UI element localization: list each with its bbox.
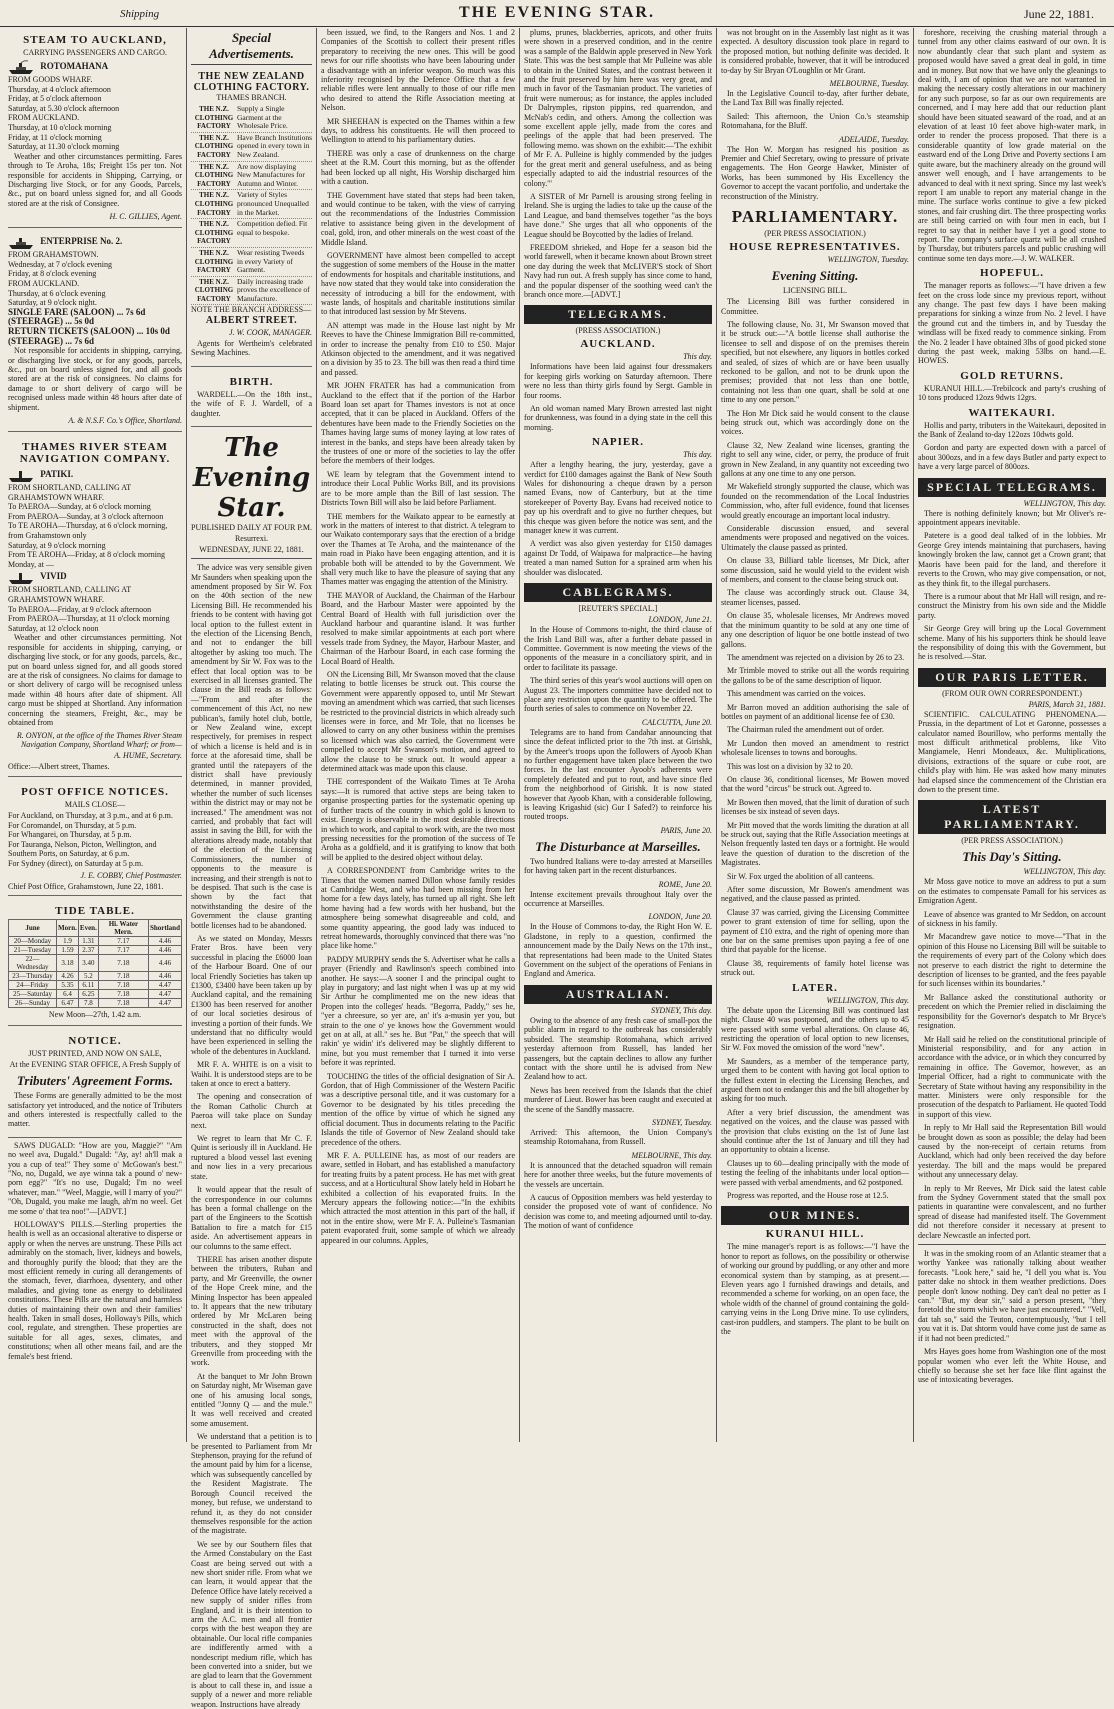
table-cell: 3.18 (57, 955, 79, 972)
editorial-paragraph: The advice was very sensible given Mr Saunders when speaking upon the amendment proposed by Sir W. Fox on the 40th section of the new Licensing Bill. He recommended his friends to be content with having got local option to the fullest extent in the election of the Licensing Bench, and not to endanger the bill altogether by asking too much. The amendment by Sir W. Fox was to the effect that local option was to be exercised in all licenses granted. The clause in the Bill reads as follows:—"From and after the commencement of this Act, no new publican's, family hotel club, bottle, or New Zealand wine, except respectively, for premises in respect of which a license is held and is in force at the aforesaid time, shall be granted until the ratepayers of the district shall have previously determined, in manner provided, whether the number of such licenses within the district may or may not be increased." The amendment was not carried, and probably that fact will assist in saving the Bill, for with the alterations already made, notably that of the election of the Licensing Commissioners, the number of opponents to the measure is increasing, and their strength is not to be despised. That such is the case is shown by the fact that notwithstanding the desire of the Government the clause granting bottle licenses had to be abandoned. (191, 563, 312, 930)
table-row (9, 981, 182, 990)
sailing-line: Friday, at 11 o'clock morning (8, 132, 102, 142)
editorial-masthead: The Evening Star. (192, 433, 311, 524)
column-telegrams (520, 28, 717, 1442)
table-header-row (9, 920, 182, 937)
news-paragraph: There is a rumour about that Mr Hall will resign, and re-construct the Ministry from his own side and the Middle party. (918, 591, 1106, 620)
sitting-heading: Evening Sitting. (771, 268, 859, 284)
news-paragraph: Intense excitement prevails throughout Italy over the occurrence at Marseilles. (524, 889, 712, 909)
divider (191, 558, 312, 559)
column-advertisements (187, 28, 317, 1709)
news-paragraph: Clauses up to 60—dealing principally with the mode of testing the feeling of the inhabitants under local option—were passed with verbal amendments, and 62 postponed. (721, 1158, 909, 1187)
section-heading: NOTICE. (68, 1035, 122, 1048)
news-paragraph: After a lengthy hearing, the jury, yesterday, gave a verdict for £100 damages against the Bank of New South Wales for dishonouring a cheque drawn by a person named Evans, now of Canterbury, but at the time storekeeper of Poverty Bay. Evans had received notice to pay up his overdraft and to give no further cheques, but this cheque was given before the notice was sent, and the manager knew it was current. (524, 460, 712, 536)
issue-date: June 22, 1881. (1024, 7, 1094, 21)
news-paragraph: It is announced that the detached squadron will remain here for another three weeks, but the future movements of the vessels are uncertain. (524, 1160, 712, 1189)
news-paragraph: plums, prunes, blackberries, apricots, and other fruits were shown in a preserved condition, and in the centre was a sample of the Baldwin apple preserved in New York State. This was the best sample that Mr Pulleine was able to obtain in the United States, and the contrast between it and the fruit preserved by him here was very great, and much in favor of the Tasmanian product. The varieties of fruit were numerous; as for instance, the apples included Dr Dalrymples, ripston pippins, red quarrendon, and McNab's cedin, and others. Among the collection was some excellent apple jelly, made from the cores and peelings of the apple that had been preserved. The following memo. was shown on the exhibit:—'The exhibit of Mr F. A. Pulleine is highly commended by the judges for the great merit and general usefulness, and as being especially adapted to aid the industrial resources of the colony.'" (524, 28, 712, 188)
section-heading: TELEGRAMS. (524, 305, 712, 324)
news-paragraph: FREEDOM shrieked, and Hope fer a season bid the world farewell, when it became known about Brown street one day during the week that McLIVER'S stock of Short Navy had run out. A fresh supply has since come to hand, and the popular dispenser of the soothing weed can't the branch once more.—[ADVT.] (524, 242, 712, 299)
table-cell: 7.18 (98, 955, 148, 972)
agent-signature: A. & N.S.F. Co.'s Office, Shortland. (68, 415, 182, 425)
table-cell: 3.40 (78, 955, 98, 972)
news-paragraph: A caucus of Opposition members was held yesterday to consider the proposed vote of want of confidence. No decision was come to, and meeting adjourned until to-day. The motion of want of confidence (524, 1192, 712, 1231)
sailing-line: Wednesday, at 7 o'clock evening (8, 259, 113, 269)
column-local-news (317, 28, 520, 1442)
news-paragraph: A SISTER of Mr Parnell is arousing strong feeling in Ireland. She is urging the ladies to take up the cause of the Land League, and band themselves together "as the boys have done." She urges that all who opponents of the League should be Boycotted by the ladies of Ireland. (524, 191, 712, 239)
editorial-paragraph: At the banquet to Mr John Brown on Saturday night, Mr Wiseman gave one of his amusing local songs, entitled "Jonny Q — and the mule." It was well received and created some amusement. (191, 1371, 312, 1428)
sailing-line: To PAEROA—Friday, at 9 o'clock afternoon (8, 604, 152, 614)
news-paragraph: KURANUI HILL.—Trebilcock and party's crushing of 10 tons produced 12ozs 9dwts 12grs. (918, 383, 1106, 403)
news-paragraph: In reply to Mr Reeves, Mr Dick said the latest cable from the Sydney Government stated that the small pox patients in quarantine were convalescent, and no further spread of disease had manifested itself. The Government did not therefore consider it necessary at present to declare Newcastle an infected port. (918, 1183, 1106, 1240)
dateline: ROME, June 20. (658, 879, 712, 889)
table-cell: 6.25 (78, 990, 98, 999)
factory-row: THE N.Z. CLOTHING FACTORY Are now displaying New Manufactures for Autumn and Winter. (191, 162, 312, 191)
moon-phase: New Moon—27th, 1.42 a.m. (48, 1010, 142, 1020)
news-paragraph: Mr Trimble moved to strike out all the words requiring the gallons to be of the same description of liquor. (721, 666, 909, 685)
table-cell: 4.47 (149, 999, 182, 1008)
page-masthead (0, 0, 1114, 27)
birth-text: WARDELL.—On the 18th inst., the wife of F. J. Wardell, of a daughter. (191, 389, 312, 418)
news-paragraph: MR JOHN FRATER has had a communication from Auckland to the effect that if the portion of the Harbor Board loan set apart for Thames investors is not at once accepted, that it can be placed in Auckland. Offers of the debentures have been made to the Friendly Societies on the Thames having large sums of money laying at low rates of interest in the banks, and steps have been already taken by the trustees of one or more of the societies to lay the offer before the members of their lodges. (321, 381, 515, 466)
section-heading: OUR PARIS LETTER. (918, 668, 1106, 687)
news-paragraph: A CORRESPONDENT from Cambridge writes to the Times that the women named Dillon whose family resides at Cambridge West, and who had been missing from her home for a few days lately, has turned up all right. She left home having had a few words with her husband, but the atmosphere being somewhat disagreeable and cold, and some quantity appearing, the good lady was induced to retreat homewards, thoroughly convinced that there was "no place like home." (321, 866, 515, 951)
dateline: LONDON, June 20. (648, 912, 712, 922)
factory-row: THE N.Z. CLOTHING FACTORY Daily increasing trade proves the excellence of Manufacture. (191, 277, 312, 306)
notice-body: These Forms are generally admitted to be the most satisfactory yet introduced, and the notice of Tributers and others interested is respectfully called to the matter. (8, 1091, 182, 1129)
manager-signature: J. W. COOK, MANAGER. (228, 328, 312, 338)
news-paragraph: Informations have been laid against four dressmakers for keeping girls working on Saturday afternoon. There were no less than thirty girls found by Sergt. Gamble in four rooms. (524, 362, 712, 400)
table-cell: 7.18 (98, 972, 148, 981)
news-paragraph: Progress was reported, and the House rose at 12.5. (727, 1191, 889, 1200)
news-paragraph: Owing to the absence of any fresh case of small-pox the public alarm in regard to the outbreak has considerably subsided. The steamship Rotomahana, which arrived yesterday afternoon from Russell, has landed her passengers, but the captain declines to allow any further contact with the shore until he is advised from New Zealand how to act. (524, 1015, 712, 1082)
agent-signature: H. C. GILLIES, Agent. (109, 212, 182, 222)
dateline: WELLINGTON, This day. (1023, 867, 1106, 877)
sailing-line: Thursday, at 4 o'clock afternoon (8, 84, 111, 94)
table-row (9, 937, 182, 946)
news-paragraph: Clause 37 was carried, giving the Licensing Committee power to grant extension of time for selling, upon the payment of £10 extra, and the right of opening more than one bar on the same premises upon paying a fee of one third that payable for the license. (721, 907, 909, 955)
news-paragraph: The debate upon the Licensing Bill was continued last night. Clause 40 was postponed, and the others up to 45 were passed with some verbal alterations. On clause 46, restricting the operation of local option to new licenses, Sir W. Fox moved the omission of the word "new". (721, 1005, 909, 1053)
news-paragraph: A verdict was also given yesterday for £150 damages against Dr Todd, of Waipawa for malpractice—he having treated a man named Sutton for a sprained arm when his shoulder was dislocated. (524, 539, 712, 577)
section-heading: SPECIAL TELEGRAMS. (918, 478, 1106, 497)
news-paragraph: Patetere is a good deal talked of in the lobbies. Mr George Grey intends maintaining that purchasers, having knowingly broken the law, cannot get a Crown grant; that Maoris have been paid for the land, and therefore it reverts to the Crown, who may give compensation, or not, as they think fit, to the illegal purchasers. (918, 531, 1106, 588)
news-paragraph: Leave of absence was granted to Mr Seddon, on account of sickness in his family. (918, 909, 1106, 929)
dateline: WELLINGTON, This day. (1023, 498, 1106, 508)
sailing-line: From PAEROA—Sunday, at 3 o'clock afternoon (8, 511, 164, 521)
sailing-line: FROM SHORTLAND, CALLING AT GRAHAMSTOWN WHARF. (8, 585, 131, 604)
news-paragraph: The following clause, No. 31, Mr Swanson moved that it be struck out:—"A bottle license shall authorise the licensee to sell and dispose of on the premises therein specified, but not elsewhere, any liquors in bottles corked and sealed, of sizes of which are or have been usually reckoned to be gallon, and not to be drunk upon the premises; provided that not less than one bottle, containing not less than one quart, shall be sold at one time to any one person." (721, 319, 909, 405)
factory-row: THE N.Z. CLOTHING FACTORY Competition defied. Fit equal to bespoke. (191, 219, 312, 248)
editorial-paragraph: MR F. A. WHITE is on a visit to Waihi. It is understood steps are to be taken at once to erect a battery. (191, 1060, 312, 1089)
news-paragraph: Mr Saunders, as a member of the temperance party, urged them to be content with having got local option to the fullest extent in electing the Licensing Benches, and argued them not to endanger this and the bill altogether by asking for too much. (721, 1056, 909, 1104)
sailing-line: FROM AUCKLAND. (8, 278, 80, 288)
news-paragraph: The mine manager's report is as follows:—"I have the honor to report as follows, on the possibility or otherwise of working our ground by puddling, or any other and more economical system than by stamping, as at present.—Eleven years ago I furnished drawings and details, and recommended a scheme for working, on an open face, the whole width of the channel of ground containing the gold-carrying veins in the Long Drive mine. To use cylinders, cast-iron puddlers, and stampers. The plant to be built on the (721, 1242, 909, 1337)
ad-title: THE NEW ZEALAND CLOTHING FACTORY. (193, 71, 310, 93)
news-paragraph: The Licensing Bill was further considered in Committee. (721, 297, 909, 316)
table-header: June (9, 920, 57, 937)
news-paragraph: TOUCHING the titles of the official designation of Sir A. Gordon, that of High Commissioner of the Western Pacific was a descriptive personal title, and it was customary for a Governor to be designated by his titles preceding the mention of the office by virtue of which he signed any official document. Thus in documents relating to the Pacific Islands the title of Governor of New Zealand should take precedence of the others. (321, 1071, 515, 1147)
table-cell: 21—Tuesday (9, 946, 57, 955)
sailing-line: FROM AUCKLAND. (8, 113, 80, 123)
news-paragraph: Clause 32, New Zealand wine licenses, granting the right to sell any wine, cider, or perry, the produce of fruit grown in New Zealand, in any quantity not exceeding two gallons at any one time to any one person. (721, 440, 909, 478)
sailing-line: Monday, at — (8, 559, 54, 569)
sailing-line: Saturday, at 9 o'clock night. (8, 298, 97, 308)
news-paragraph: Mr Bowen then moved, that the limit of duration of such licenses be six instead of seven days. (721, 797, 909, 817)
ad-clothing-factory (191, 68, 312, 367)
editorial-paragraph: As we stated on Monday, Messrs Frater Bros. have been very successful in placing the £6000 loan of the Harbour Board. One of our local Friendly Societies has taken up £1300, £3400 have been taken up by Auckland capital, and the remaining £1300 has been reserved for another of our local societies desirous of investing a portion of their funds. We understand that no difficulty would have been experienced in selling the whole of the debentures in Auckland. (191, 933, 312, 1056)
dateline: PARIS, June 20. (660, 825, 712, 835)
advertisement-paragraph: HOLLOWAY'S PILLS.—Sterling properties the health is well as an occasional alterative to disperse or apply or when the nerves are unstrung. These Pills act admirably on the stomach, liver, kidneys and bowels, and thoroughly purify the blood; that they are the most efficient remedy in curing all derangements of the stomach, fever, diarrhoea, dysentery, and other maladies, and giving tone as energy to debilitated constitutions. These Pills are the natural and harmless duties of maintaining their own and their families' health. Taken in small doses, Holloway's Pills, which cool, regulate, and strengthen. These properties are suitable for all ages, sexes, climates, and constitutions; when all other means fail, and are the female's best friend. (8, 1219, 182, 1361)
dateline: MELBOURNE, Tuesday. (829, 79, 909, 89)
post-office-date: Chief Post Office, Grahamstown, June 22, 1881. (8, 881, 164, 891)
news-paragraph: Clause 38, requirements of family hotel license was struck out. (721, 958, 909, 978)
section-heading: OUR MINES. (721, 1206, 909, 1225)
ad-thames-river (8, 435, 182, 777)
section-heading: LATEST PARLIAMENTARY. (918, 800, 1106, 834)
news-paragraph: In reply to Mr Hall said the Representation Bill would be brought down as soon as possible; the delay had been caused by the non-receipt of certain returns from Auckland, which had only been received the day before yesterday. The bill and the maps would be prepared without any unnecessary delay. (918, 1123, 1106, 1180)
ad-rotomahana (8, 28, 182, 228)
news-paragraph: been issued, we find, to the Rangers and Nos. 1 and 2 Companies of the Scottish to collect their present rifles preparatory to receiving the new ones. This will be good news for our rifle shootists who have been labouring under a disadvantage with an inferior weapon. So much was this inferiority recognised by the Defence Office that a few reliable rifles were lent annually to those of our rifle men who desired to attend the Rifle Association meeting at Nelson. (321, 28, 515, 113)
factory-row: THE N.Z. CLOTHING FACTORY Variety of Styles pronounced Unequalled in the Market. (191, 190, 312, 219)
place-heading: AUCKLAND. (580, 338, 656, 351)
section-label: Shipping (120, 8, 160, 20)
mine-heading: KURANUI HILL. (765, 1228, 865, 1241)
news-paragraph: THE Government have stated that steps had been taken, and would continue to be taken, with the view of carrying out the recommendations of the Industries Commission relative to assistance being given in the development of coal, gold, iron, and other minerals on the west coast of the Middle Island. (321, 190, 515, 247)
table-cell: 4.46 (149, 972, 182, 981)
table-row (9, 999, 182, 1008)
section-subheading: (PER PRESS ASSOCIATION.) (764, 229, 866, 239)
birth-notice (191, 370, 312, 427)
table-cell: 4.46 (149, 937, 182, 946)
news-paragraph: The amendment was rejected on a division by 26 to 23. (727, 652, 905, 662)
table-cell: 7.17 (98, 937, 148, 946)
table-cell: 1.59 (57, 946, 79, 955)
news-paragraph: foreshore, receiving the crushing material through a tunnel from any other claims eastward of our own. It is now abundantly clear that such plant and system as proposed would have saved a great deal in gold, in time and in money. But now that we have only the gleanings to deal with, I am of opinion that we are not warranted in making the necessary costly alterations in our machinery for any such purpose, so far as our own requirements are concerned, and I may here add that our reduction plant should have been situated seaward of the road, and at an elevation of at least 10 feet above high-water mark, in order to render the process proposed. That there is a considerable quantity of low grade material on the eastward end of the Long Drive and Poverty sections I am quite aware, but the machinery already on the ground will answer well enough, and I have arrangements to be advanced to deal with it next spring. Since my last week's report I am unable to report any material change in the mine. The surface works continue to give a few picked stones, and fair crushing dirt. The three prospecting works are still being carried on with four men in each, but I regret to say that in neither have I yet a good stone to report. The company's surface quartz will be all crushed by Thursday, but tributers parcels and public crushing will continue some ten days more.—J. W. WALKER. (918, 28, 1106, 263)
news-paragraph: Mr Moss gave notice to move an address to put a sum on the estimates to compensate Pamall for his services as Emigration Agent. (918, 877, 1106, 906)
dateline: This day. (683, 352, 712, 362)
editorial-paragraph: We see by our Southern files that the Armed Constabulary on the East Coast are being served out with a new short snider rifle. From what we can learn, it would appear that the Defence Office have lately received a new supply of snider rifles from England, and it is their intention to arm the A.C. men and all frontier corps with the best weapon they are obtainable. Our local rifle companies are indifferently armed with a nondescript medium rifle, which has been converted into a snider, but we are glad to learn that the Government is about to call these in, and issue a supply of a newer and more reliable weapon. Instructions have already (191, 1539, 312, 1709)
dateline: WELLINGTON, Tuesday. (827, 255, 909, 265)
news-paragraph: Mr Lundon then moved an amendment to restrict wholesale licenses to towns and boroughs. (721, 738, 909, 758)
table-cell: 6.11 (78, 981, 98, 990)
news-paragraph: THERE was only a case of drunkenness on the charge sheet at the R.M. Court this morning, but as the offender had been locked up all night, His Worship discharged him with a caution. (321, 148, 515, 187)
news-paragraph: THE members for the Waikato appear to be earnestly at work in the matters of interest to that district. A telegram to our Waikato contemporary says that the erection of a bridge over the Thames at Te Aroha, and the maintenance of the main road in Piako have been engaging attention, and it is probable both will be attended to by the Government. We shall very much like to have the pleasure of saying that any Thames matter was engaging the attention of the Ministry. (321, 511, 515, 587)
section-heading: TIDE TABLE. (55, 905, 135, 918)
divider (918, 1244, 1106, 1245)
table-cell: 4.47 (149, 990, 182, 999)
table-cell: 5.2 (78, 972, 98, 981)
table-header: Shortland (149, 920, 182, 937)
news-paragraph: On clause 35, wholesale licenses, Mr Andrews moved that the minimum quantity to be sold at any one time of any one description of liquor be one bottle instead of two gallons. (721, 611, 909, 649)
ad-subheading: CARRYING PASSENGERS AND CARGO. (23, 48, 167, 57)
ad-notice: Weather and other circumstances permitting. Fares through to Te Aroha, 18s; Freight 15s per ton. Not responsible for accidents in Shipping, Carrying, or Discharging live Stock, or for any Goods, Parcels, &c., put on board unless signed for, and all Goods stored are at the risk of Consignee. (8, 151, 182, 208)
news-paragraph: SCIENTIFIC. CALCULATING PHENOMENA.—Prussia, in the department of Lot et Garonne, possesses a calculator named Bourillow, who performs mentally the most difficult arithmetical problems, like Vito Mangiamele, Henri Mondeaux, &c. Multiplications, divisions, extractions of the square or cube root, are child's play with him. He was asked how many minutes had elapsed since the commencement of the Christian era down to the present time. (918, 709, 1106, 794)
table-cell: 1.9 (57, 937, 79, 946)
mine-heading: HOPEFUL. (980, 267, 1044, 280)
news-paragraph: Mr Ballance asked the constitutional authority or precedent on which the Premier relied in disclaiming the responsibility for the Governor's despatch to Mr Bryce's resignation. (918, 992, 1106, 1031)
news-paragraph: Mr Macandrew gave notice to move—"That in the opinion of this House no Licensing Bill will be suitable to the requirements of every part of the Colony which does not preserve to each district the right to determine the description of licenses to be granted, and the fees payable for such licenses within its boundaries." (918, 932, 1106, 989)
editorial-paragraph: We regret to learn that Mr C. F. Quint is seriously ill in Auckland. He ruptured a blood vessel last evening and now lies in a very precarious state. (191, 1134, 312, 1181)
section-heading: POST OFFICE NOTICES. (21, 785, 169, 798)
table-cell: 4.47 (149, 981, 182, 990)
news-paragraph: Gordon and party are expected down with a parcel of about 300ozs, and in a few days Butler and party expect to have a very large parcel of 800ozs. (918, 443, 1106, 472)
news-paragraph: Mrs Hayes goes home from Washington one of the most popular women who ever left the White House, and chiefly so because she set her face like flint against the use of intoxicating beverages. (918, 1347, 1106, 1385)
news-paragraph: The manager reports as follows:—"I have driven a few feet on the cross lode since my previous report, without any change. The past few days I have been making preparations for sinking a winze from No. 2 level. I have the ground cut and the timbers in, and by Tuesday the windlass will be fixed ready to commence sinking. From the No. 2 leader I have obtained 3lbs of good picked stone during the past week, making 53lbs on hand.—E. HOWES. (918, 281, 1106, 366)
ship-name: ROTOMAHANA (8, 59, 182, 75)
ad-notice: Weather and other circumstances permitting. Not responsible for accidents in shipping, carrying, or discharging live stock, or for any goods, parcels, &c., put on board unless signed for, and all goods stored are at the risk of consignees. No claims for damage to or short delivery of cargo will be recognised unless made within 48 hours after date of shipment. All cargo must be shipped at Shortland. Any information concerning the steamers, Freight, &c., may be obtained from (8, 633, 182, 727)
sailing-line: Saturday, at 12 o'clock noon (8, 623, 99, 633)
table-cell: 22—Wednesday (9, 955, 57, 972)
news-paragraph: MR SHEEHAN is expected on the Thames within a few days, to address his constituents. He will then proceed to Wellington to attend to his parliamentary duties. (321, 116, 515, 145)
editorial-paragraph: It would appear that the result of the correspondence in our columns has been a formal challenge on the part of the Engineers to the Scottish Battalion to fire a match for £15 aside. An advertisement appears in our columns to the same effect. (191, 1185, 312, 1251)
steamship-icon (8, 569, 34, 585)
news-paragraph: Hollis and party, tributers in the Waitekauri, deposited in the Bank of Zealand to-day 122ozs 10dwts gold. (918, 420, 1106, 440)
place-heading: NAPIER. (592, 436, 644, 449)
dateline: ADELAIDE, Tuesday. (839, 134, 909, 144)
tide-table-section (8, 899, 182, 1026)
story-heading: The Disturbance at Marseilles. (535, 838, 701, 854)
bill-heading: LICENSING BILL. (783, 286, 847, 296)
mail-line: For Sydney (direct), on Saturday at 5 p.m. (8, 858, 144, 868)
sailing-line: Thursday, at 10 o'clock morning (8, 122, 112, 132)
news-paragraph: Mr Barron moved an addition authorising the sale of bottles on payment of an additional license fee of £30. (721, 702, 909, 721)
column-mines-special (914, 28, 1110, 1442)
publication-note: PUBLISHED DAILY AT FOUR P.M. (191, 523, 312, 533)
table-row (9, 990, 182, 999)
news-paragraph: The Chairman ruled the amendment out of order. (727, 725, 884, 735)
dateline: PARIS, March 31, 1881. (1028, 699, 1106, 709)
section-heading: Special Advertisements. (191, 30, 312, 65)
news-paragraph: Arrived: This afternoon, the Union Company's steamship Rotomahana, from Russell. (524, 1127, 712, 1147)
sailing-line: To PAEROA—Sunday, at 6 o'clock morning (8, 502, 151, 512)
fare-line: (STEERAGE) ... 7s 6d (8, 335, 95, 346)
news-paragraph: On clause 36, conditional licenses, Mr Bowen moved that the word "circus" be struck out. Agreed to. (721, 774, 909, 794)
table-cell: 25—Saturday (9, 990, 57, 999)
news-paragraph: Sir W. Fox urged the abolition of all canteens. (727, 871, 874, 881)
news-paragraph: Mr Hall said he relied on the constitutional principle of Ministerial responsibility, and for any action in accordance with the advice, or in which they concurred by remaining in office. The Governor, however, as an Imperial Officer, had a right to communicate with the Secretary of State without having any responsibility in the matter. Ministers were only responsible for the prosecution of the despatch to Parliament. He quoted Todd in support of this view. (918, 1034, 1106, 1119)
mail-line: For Tauranga, Nelson, Picton, Wellington, and Southern Ports, on Saturday, at 6 p.m. (8, 839, 157, 859)
sailing-line: Friday, at 5 o'clock afternoon (8, 94, 102, 104)
news-paragraph: News has been received from the Islands that the chief murderer of Lieut. Bower has been caught and executed at the scene of the Sandfly massacre. (524, 1085, 712, 1114)
office-address: Office:—Albert street, Thames. (8, 762, 110, 772)
editorial-paragraph: THERE has arisen another dispute between the tributers, Ruhan and party, and Mr Greenville, the owner of the Hope Creek mine, and the Mining Inspector has been appealed to. It appears that the new tributary ordered by Mr McLaren being constructed in the shaft, does not meet with the approval of the tributers, and they stopped Mr Greenville from proceeding with the work. (191, 1254, 312, 1368)
news-paragraph: In the Legislative Council to-day, after further debate, the Land Tax Bill was finally rejected. (721, 89, 909, 108)
news-paragraph: An old woman named Mary Brown arrested last night for drunkenness, was found in a dying state in the cell this morning. (524, 404, 712, 432)
steamship-icon (8, 234, 34, 250)
news-paragraph: On clause 33, Billiard table licenses, Mr Dick, after some discussion, said he would yield to the evident wish of members, and consent to the clause being struck out. (721, 556, 909, 585)
section-subheading: [REUTER'S SPECIAL.] (578, 604, 658, 614)
table-cell: 4.46 (149, 946, 182, 955)
news-paragraph: Sir George Grey will bring up the Local Government scheme. Many of his his supporters think he should leave the responsibility of doing this with the Government, but he is resolved.—Star. (918, 624, 1106, 662)
dateline: SYDNEY, Tuesday. (652, 1117, 712, 1127)
news-paragraph: Two hundred Italians were to-day arrested at Marseilles for having taken part in the recent disturbances. (524, 856, 712, 876)
dateline: MELBOURNE, This day. (631, 1150, 712, 1160)
section-subheading: (PRESS ASSOCIATION.) (575, 326, 661, 336)
news-paragraph: This was lost on a division by 32 to 20. (727, 761, 853, 771)
news-paragraph: THE correspondent of the Waikato Times at Te Aroha says:—It is rumored that active steps are being taken to organise prospecting parties for the systematic opening up of further tracts of the country in which gold is known to exist. Energy is observable in the most desirable directions in which to work, and capital to work with, are the two most pressing necessities for the promotion of the success of Te Aroha as a goldfield, and it is gratifying to know that both will be applied to the desired object without delay. (321, 777, 515, 862)
sailing-line: Saturday, at 9 o'clock morning (8, 540, 106, 550)
tide-table (8, 919, 182, 1008)
sitting-heading: This Day's Sitting. (962, 849, 1062, 865)
table-cell: 5.35 (57, 981, 79, 990)
news-paragraph: The Hon W. Morgan has resigned his position as Premier and Chief Secretary, owing to pressure of private engagements. The Hon George Hawker, Minister of Works, has been summoned by His Excellency the Governor to accept the vacant portfolio, and undertake the reconstruction of the Ministry. (721, 144, 909, 201)
ship-name: ENTERPRISE No. 2. (8, 234, 182, 250)
post-office-notices (8, 780, 182, 896)
table-row (9, 946, 182, 955)
news-paragraph: Mr Wakefield strongly supported the clause, which was founded on the recommendation of the Local Industries Commission, who, after full evidence, found that licenses would greatly encourage an important local industry. (721, 482, 909, 520)
section-heading: GOLD RETURNS. (960, 369, 1064, 382)
dateline: CALCUTTA, June 20. (641, 717, 712, 727)
news-paragraph: MR F. A. PULLEINE has, as most of our readers are aware, settled in Hobart, and has established a manufactory for treating fruits by a patent process. He has met with great success, and at a Horticultural Show lately held in Hobart he exhibited a collection of his evaporated fruits. In the Mercury appears the following notice:—"In the exhibits which attracted the most attention in this part of the hall, if not in the entire show, were Mr F. A. Pulleine's Tasmanian patent evaporated fruit, some sample of which we already appeared in our columns. Apples, (321, 1150, 515, 1245)
editorial-paragraph: We understand that a petition is to be presented to Parliament from Mr Stephenson, praying for the refund of the amount paid by him for a license, which was subsequently cancelled by the Resident Magistrate. The Borough Council received the money, but refuse, we understand to refund it, as they do not consider themselves responsible for the action of the magistrate. (191, 1432, 312, 1536)
news-paragraph: This amendment was carried on the voices. (727, 689, 866, 699)
ad-notice: Not responsible for accidents in shipping, carrying, or discharging live stock, or for any goods, parcels, &c., put on board unless signed for, and all goods stored are at the risk of consignees. No claims for damage to or short delivery of cargo will be recognised unless made within 48 hours after date of shipment. (8, 346, 182, 412)
fare-line: (STEERAGE) ... 5s 0d (8, 316, 95, 327)
fare-line: SINGLE FARE (SALOON) ... 7s 6d (8, 306, 146, 317)
table-cell: 6.4 (57, 990, 79, 999)
sailing-line: From PAEROA—Thursday, at 11 o'clock morning (8, 614, 170, 624)
mine-heading: WAITEKAURI. (968, 406, 1056, 419)
news-paragraph: Mr Pitt moved that the words limiting the duration at all be struck out, saying that the Rifle Association meetings at Nelson frequently lasted ten days or a fortnight. He would leave the question of duration to the discretion of the Magistrates. (721, 820, 909, 868)
notice-tributers (8, 1029, 182, 1138)
table-cell: 7.8 (78, 999, 98, 1008)
sailing-line: From TE AROHA—Friday, at 8 o'clock morning (8, 550, 165, 560)
sailing-line: FROM SHORTLAND, CALLING AT GRAHAMSTOWN WHARF. (8, 482, 131, 502)
factory-row: THE N.Z. CLOTHING FACTORY Supply a Single Garment at the Wholesale Price. (191, 104, 312, 133)
table-header: Hi. Water Mern. (98, 920, 148, 937)
mail-line: For Whangarei, on Thursday, at 5 p.m. (8, 830, 132, 840)
table-cell: 7.18 (98, 981, 148, 990)
news-paragraph: PADDY MURPHY sends the S. Advertiser what he calls a prayer (Friendly and Rawlinson's speech combined into another. He says:—A sooner I and the principal ought to play in purgatory; and last night when I was up at my wid Sir Arthur he complimented me on the new ideas that Propen into the colleges' heads. "Begorra, Paddy," ses he, "yer a chreesure, so yer are, an' it's a-musin yer you, but strain to the one o' ye knows how the Government would get on at all, at all." ses he. But "Pat," the speech that will rakin' ye widin' it's delivered may be slightly different to mine, but you must remember that I turned it into verse before it was reprinted. (321, 954, 515, 1068)
news-paragraph: The clause was accordingly struck out. Clause 34, steamer licenses, passed. (721, 588, 909, 607)
sailing-line: Saturday, at 11.30 o'clock morning (8, 142, 120, 152)
steamship-icon (8, 59, 34, 75)
news-paragraph: Considerable discussion ensued, and several amendments were proposed and negatived on the voices. Ultimately the clause passed as printed. (721, 524, 909, 552)
house-heading: HOUSE REPRESENTATIVES. (729, 241, 901, 254)
branch-note: NOTE THE BRANCH ADDRESS— (191, 305, 312, 315)
section-heading: PARLIAMENTARY. (731, 207, 899, 227)
editorial-date: WEDNESDAY, JUNE 22, 1881. (199, 545, 304, 555)
mail-line: For Auckland, on Thursday, at 3 p.m., and at 6 p.m. (8, 810, 173, 820)
sailing-line: Friday, at 8 o'clock evening (8, 269, 97, 279)
section-subheading: (PER PRESS ASSOCIATION.) (961, 836, 1063, 846)
news-paragraph: After a very brief discussion, the amendment was negatived on the voices, and the clause was passed with the provision that clubs existing on the 1st of June last should continue after the 1st of January and till they had an opportunity to obtain a license. (721, 1107, 909, 1155)
ship-name: VIVID (8, 569, 182, 585)
table-cell: 20—Monday (9, 937, 57, 946)
news-paragraph: GOVERNMENT have almost been compelled to accept the suggestion of some members of the House in the matter of endowments for hospitals and charitable institutions, and have now stated that they would take into consideration the necessity of introducing a bill for the endowment, with waste lands, of hospitals and charitable institutions similar to that introduced last session by Mr Stevens. (321, 250, 515, 317)
section-heading: AUSTRALIAN. (524, 985, 712, 1004)
dateline: WELLINGTON, This day. (826, 995, 909, 1005)
table-header: Even. (78, 920, 98, 937)
ad-heading: STEAM TO AUCKLAND, (23, 34, 167, 46)
section-subheading: (FROM OUR OWN CORRESPONDENT.) (942, 688, 1082, 698)
agent-signature: A. HUME, Secretary. (114, 751, 182, 761)
paper-motto: Resurrexi. (234, 534, 269, 544)
advertisement-paragraph: SAWS DUGALD: "How are you, Maggie?" "Am no weel ava, Dugald." Dugald: "Ay, ay! ah'll mak a you a cup of tea!" They some o' McGowan's best." "No, no, Dugald, we aye winna tak a pound o' new-porn egg?" "It's no use, Dugald; I'm no weel whatever, man." "Weel, Maggie, will I marry of you?" "Oh, Dugald, you make me laugh, ah'm no weel. Get me some o' that tea noo!"—[ADVT.] (8, 1140, 182, 1216)
postmaster-signature: J. E. COBBY, Chief Postmaster. (80, 870, 182, 880)
table-cell: 1.31 (78, 937, 98, 946)
notice-line: At the EVENING STAR OFFICE, A Fresh Supply of (9, 1060, 181, 1070)
section-heading: CABLEGRAMS. (524, 583, 712, 602)
news-paragraph: After some discussion, Mr Bowen's amendment was negatived, and the clause passed as printed. (721, 885, 909, 904)
agents-note: Agents for Wertheim's celebrated Sewing Machines. (191, 339, 312, 358)
news-paragraph: There is nothing definitely known; but Mr Oliver's re-appointment appears inevitable. (918, 508, 1106, 528)
table-cell: 7.18 (98, 999, 148, 1008)
section-subheading: MAILS CLOSE— (64, 799, 126, 809)
dateline: This day. (683, 450, 712, 460)
company-name: THAMES RIVER STEAM NAVIGATION COMPANY. (19, 440, 171, 465)
sailing-line: FROM GOODS WHARF. (8, 75, 93, 84)
table-cell: 7.18 (98, 990, 148, 999)
news-paragraph: AN attempt was made in the House last night by Mr Reeves to have the Chinese Immigration Bill re-committed, in order to increase the penalty from £10 to £50. Major Atkinson objected to the amendment, and it was negatived on a division by 35 to 23. The bill was then read a third time and passed. (321, 320, 515, 377)
factory-row: THE N.Z. CLOTHING FACTORY Have Branch Institutions opened in every town in New Zealand. (191, 133, 312, 162)
sailing-line: To TE AROHA—Thursday, at 6 o'clock morning, from Grahamstown only (8, 521, 168, 540)
news-paragraph: THE MAYOR of Auckland, the Chairman of the Harbour Board, and the Harbour Master were appointed by the Central Board of Health with full jurisdiction over the Auckland harbour and quarantine island. It was further resolved to make similar appointments at each port where vessels trade from Sydney, the Mayor, Harbour Master, and Chairman of the Harbour Board, in each case forming the Local Board of Health. (321, 590, 515, 666)
column-parliamentary (717, 28, 914, 1442)
branch-street: ALBERT STREET. (205, 315, 298, 327)
notice-line: JUST PRINTED, AND NOW ON SALE, (28, 1049, 162, 1059)
news-paragraph: ON the Licensing Bill, Mr Swanson moved that the clause relating to bottle licenses be struck out. This course the Government were apparently opposed to, until Mr Stewart moving an amendment which was carried, that such licenses be restricted to the provincial districts in which already such licenses were in force, and Mr Tole, that no licenses be allowed to carry on any other business within the premises so licensed which was also carried, the Government were compelled to accept Mr Swanson's motion, and agreed to allow the clause to be struck out. It would appear a determined attack was made upon this clause. (321, 670, 515, 774)
steamship-icon (8, 467, 34, 483)
factory-row: THE N.Z. CLOTHING FACTORY Wear resisting Tweeds in every Variety of Garment. (191, 248, 312, 277)
sailing-line: Thursday, at 6 o'clock evening (8, 288, 106, 298)
news-paragraph: In the House of Commons to-night, the third clause of the Irish Land Bill was, after a further debate passed in Committee. Government is now meeting the views of the opponents of the measure in a conciliatory spirit, and in order to facilitate its passage. (524, 625, 712, 672)
ship-name: PATIKI. (8, 467, 182, 483)
sailing-line: FROM GRAHAMSTOWN. (8, 250, 99, 260)
ad-enterprise (8, 231, 182, 432)
table-cell: 23—Thursday (9, 972, 57, 981)
table-cell: 7.17 (98, 946, 148, 955)
columns (4, 28, 1110, 1709)
news-paragraph: The Hon Mr Dick said he would consent to the clause being struck out, which was accordingly done on the voices. (721, 408, 909, 437)
newspaper-title: THE EVENING STAR. (459, 4, 655, 21)
dateline: SYDNEY, This day. (650, 1005, 712, 1015)
mail-line: For Coromandel, on Thursday, at 5 p.m. (8, 820, 137, 830)
table-cell: 24—Friday (9, 981, 57, 990)
notice-title: Tributers' Agreement Forms. (16, 1073, 174, 1089)
agent-signature: R. ONYON, at the office of the Thames River Steam Navigation Company, Shortland Wharf; or from— (16, 731, 182, 750)
news-paragraph: Telegrams are to hand from Candahar announcing that since the defeat inflicted prior to the 7th inst. at Girishk, by the Ameer's troops upon the followers of Ayoob Khan no further engagement have taken place between the two forces. In the last encounter Ayoob's adherents were completely defeated and put to rout, and have since fled from the neighborhood of Girishk. It is now stated however that Ayoob Khan, with a considerable following, is leaving Krigashid (sic) Gur I Safed?) to reinforce his routed troops. (524, 727, 712, 822)
later-heading: LATER. (792, 981, 838, 994)
table-cell: 4.26 (57, 972, 79, 981)
table-cell: 6.47 (57, 999, 79, 1008)
table-header: Morn. (57, 920, 79, 937)
news-paragraph: In the House of Commons to-day, the Right Hon W. E. Gladstone, in reply to a question, confirmed the announcement made by the Daily News on the 17th inst., that representations had been made to the United States Government on the subject of the operations of Fenians in England and America. (524, 922, 712, 979)
news-paragraph: It was in the smoking room of an Atlantic steamer that a worthy Yankee was rationally talking about weather forecasts. "Look here," said he, "I dell you what is. You patter dake no shtock in them weather predictions. Does people don't know nothing. Dey can't deal no petter as I can." "But, my dear sir," said a person present, "they foretold the storm which we have just encountered." "Vell, dat tah so," said the Teuton, contemptuously, "but I tell you vat it is. Dat shtorm vould have come just de same as if it had not been predicted." (918, 1249, 1106, 1343)
table-cell: 26—Sunday (9, 999, 57, 1008)
ad-branch: THAMES BRANCH. (216, 93, 287, 102)
sailing-line: Saturday, at 5.30 o'clock afternoon (8, 103, 120, 113)
table-cell: 4.46 (149, 955, 182, 972)
table-row (9, 955, 182, 972)
editorial-paragraph: The opening and consecration of the Roman Catholic Church at Paeroa will take place on Sunday next. (191, 1092, 312, 1130)
fare-line: RETURN TICKETS (SALOON) ... 10s 0d (8, 325, 170, 336)
column-shipping (4, 28, 187, 1442)
news-paragraph: The third series of this year's wool auctions will open on August 23. The importers committee have decided not to place any restriction upon the quantity to be offered. The fourth series of sales to commence on November 22. (524, 676, 712, 714)
news-paragraph: was not brought on in the Assembly last night as it was expected. A desultory discussion took place in regard to the proposed motion, but nothing definite was decided. It is considered probable, however, that it will be introduced to-day by Sir Bryan O'Loughlin or Mr Grant. (721, 28, 909, 75)
dateline: LONDON, June 21. (648, 615, 712, 625)
table-row (9, 972, 182, 981)
news-paragraph: WE learn by telegram that the Government intend to introduce their Local Public Works Bill, and its provisions are to be more ample than the Bill of last session. The Districts Town Bill will also be laid before Parliament. (321, 469, 515, 508)
news-paragraph: Sailed: This afternoon, the Union Co.'s steamship Rotomahana, for the Bluff. (721, 111, 909, 131)
section-heading: BIRTH. (229, 375, 274, 388)
table-cell: 2.37 (78, 946, 98, 955)
